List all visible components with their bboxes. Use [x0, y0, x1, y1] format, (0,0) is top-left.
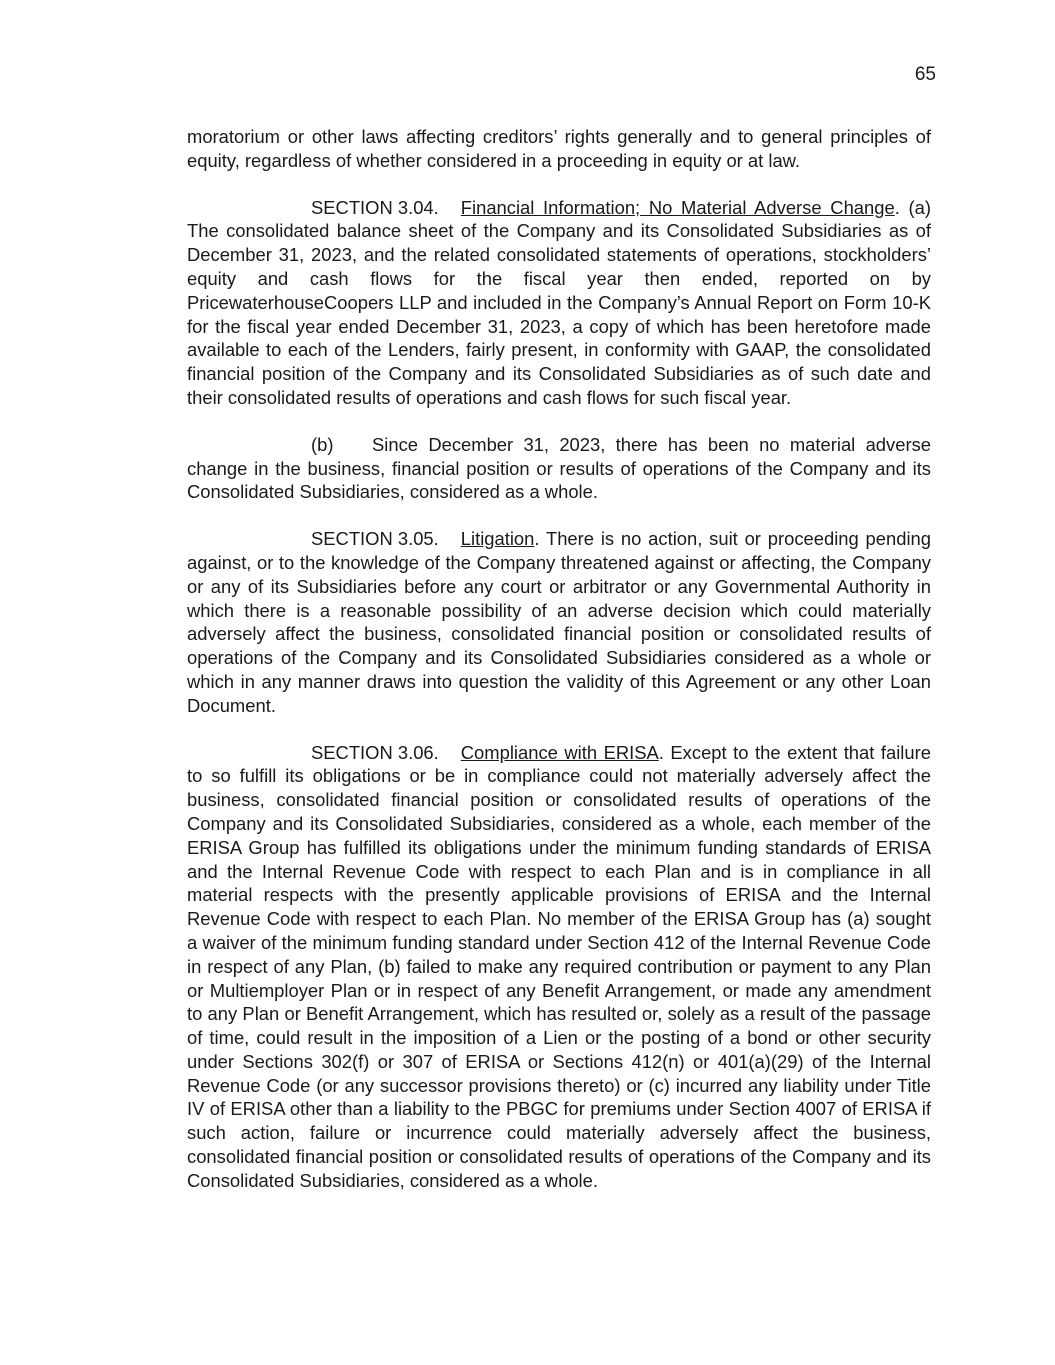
- page-number: 65: [914, 64, 936, 85]
- section-3-06-text: . Except to the extent that failure to so fulfill its obligations or be in compliance could not materially adversely affect the business, consolidated financial position or consolidated results of operations of the Company and its Consolidated Subsidiaries, considered as a whole, each member of the ERISA Group has fulfilled its obligations under the minimum funding standards of ERISA and the Internal Revenue Code with respect to each Plan and is in compliance in all material respects with the presently applicable provisions of ERISA and the Internal Revenue Code with respect to each Plan. No member of the ERISA Group has (a) sought a waiver of the minimum funding standard under Section 412 of the Internal Revenue Code in respect of any Plan, (b) failed to make any required contribution or payment to any Plan or Multiemployer Plan or in respect of any Benefit Arrangement, or made any amendment to any Plan or Benefit Arrangement, which has resulted or, solely as a result of the passage of time, could result in the imposition of a Lien or the posting of a bond or other security under Sections 302(f) or 307 of ERISA or Sections 412(n) or 401(a)(29) of the Internal Revenue Code (or any successor provisions thereto) or (c) incurred any liability under Title IV of ERISA other than a liability to the PBGC for premiums under Section 4007 of ERISA if such action, failure or incurrence could materially adversely affect the business, consolidated financial position or consolidated results of operations of the Company and its Consolidated Subsidiaries, considered as a whole.: [187, 741, 931, 1191]
- section-3-05-paragraph: [187, 527, 931, 717]
- section-3-05-heading: Litigation: [460, 528, 535, 550]
- section-3-06-paragraph: [187, 741, 931, 1193]
- section-3-04-number: SECTION 3.04.: [311, 196, 439, 218]
- section-3-04-b-paragraph: [187, 433, 931, 504]
- section-3-04-b-text: Since December 31, 2023, there has been no material adverse change in the business, financial position or results of operations of the Company and its Consolidated Subsidiaries, considered as a whole.: [187, 433, 931, 503]
- section-3-05-text: . There is no action, suit or proceeding pending against, or to the knowledge of the Company threatened against or affecting, the Company or any of its Subsidiaries before any court or arbitrator or any Governmental Authority in which there is a reasonable possibility of an adverse decision which could materially adversely affect the business, consolidated financial position or consolidated results of operations of the Company and its Consolidated Subsidiaries considered as a whole or which in any manner draws into question the validity of this Agreement or any other Loan Document.: [187, 528, 931, 716]
- intro-paragraph: moratorium or other laws affecting creditors’ rights generally and to general principles of equity, regardless of whether considered in a proceeding in equity or at law.: [187, 126, 931, 171]
- section-3-04-text: . (a) The consolidated balance sheet of the Company and its Consolidated Subsidiaries as of December 31, 2023, and the related consolidated statements of operations, stockholders’ equity and cash flows for the fiscal year then ended, reported on by PricewaterhouseCoopers LLP and included in the Company’s Annual Report on Form 10-K for the fiscal year ended December 31, 2023, a copy of which has been heretofore made available to each of the Lenders, fairly present, in conformity with GAAP, the consolidated financial position of the Company and its Consolidated Subsidiaries as of such date and their consolidated results of operations and cash flows for such fiscal year.: [187, 196, 931, 408]
- section-3-06-heading: Compliance with ERISA: [460, 741, 659, 763]
- section-3-06-number: SECTION 3.06.: [311, 741, 439, 763]
- section-3-04-paragraph: [187, 196, 931, 410]
- section-3-05-number: SECTION 3.05.: [311, 528, 439, 550]
- section-3-04-heading: Financial Information; No Material Adverse Change: [460, 196, 895, 218]
- section-3-04-b-label: (b): [311, 433, 334, 455]
- page-body: [187, 125, 931, 1216]
